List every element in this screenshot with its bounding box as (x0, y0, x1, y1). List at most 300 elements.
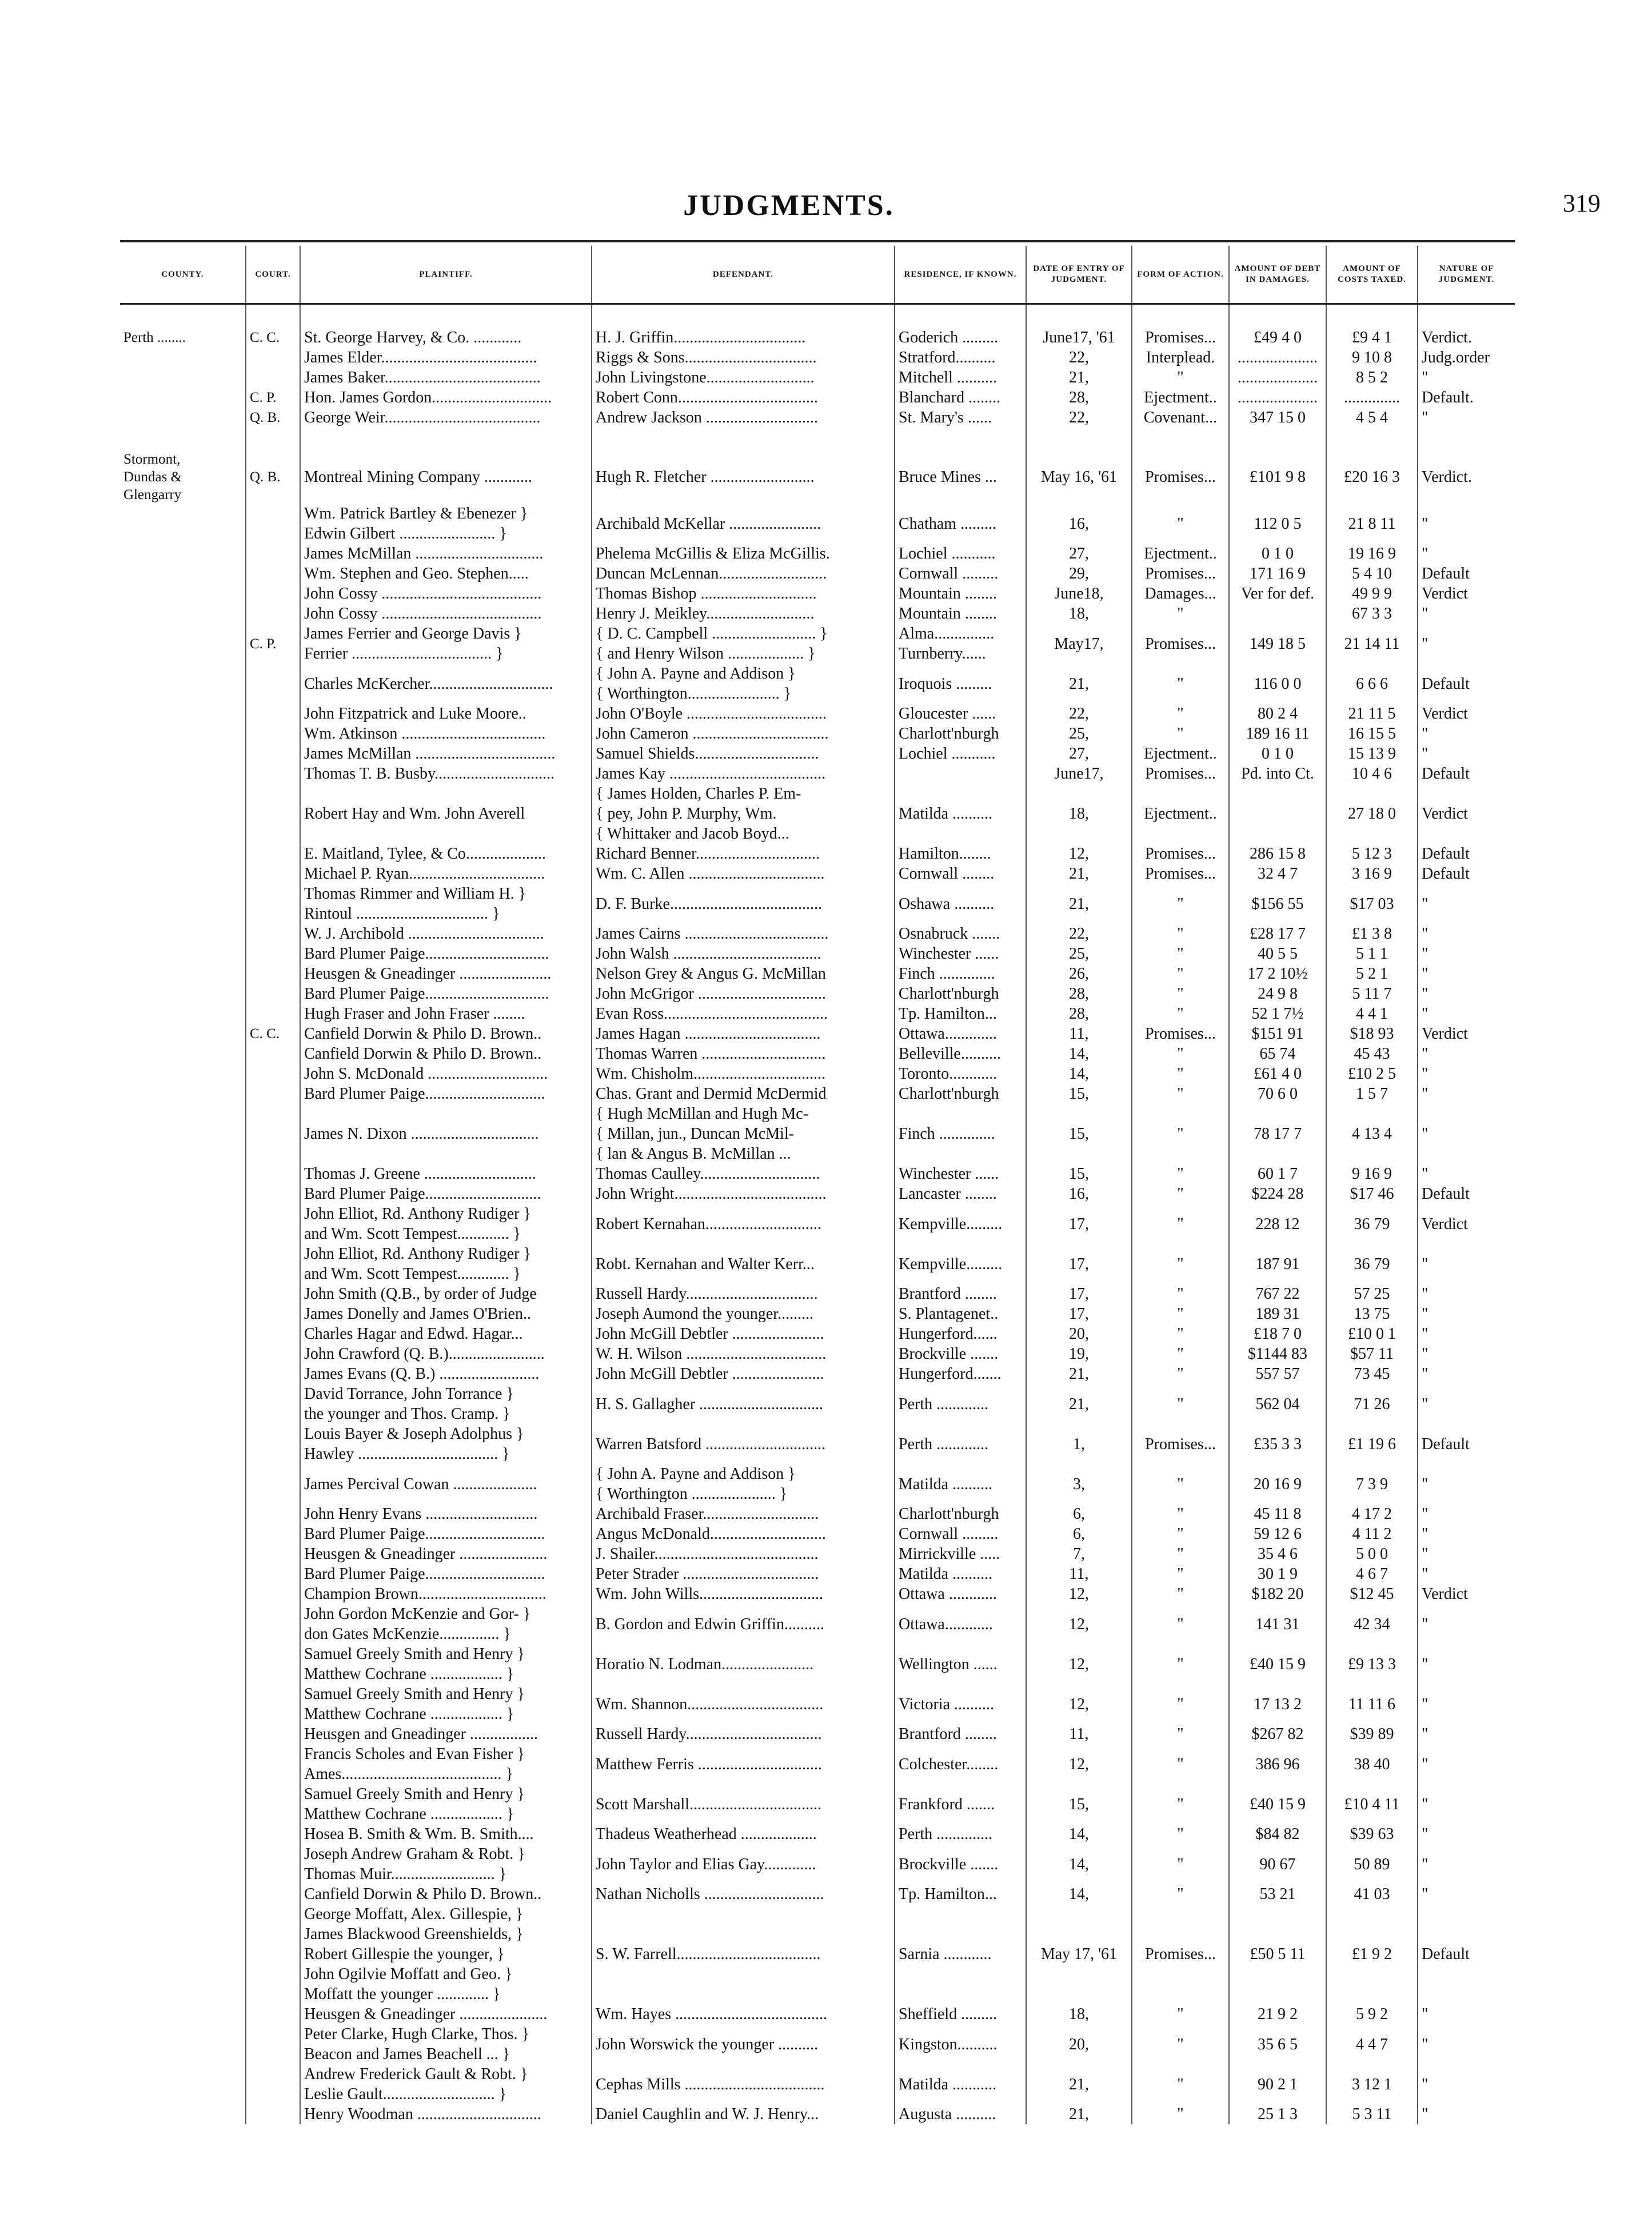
costs-cell: £10 4 11 (1326, 1784, 1418, 1824)
form-of-action-cell: Promises... (1132, 1024, 1229, 1044)
court-cell (246, 2004, 300, 2024)
residence-cell: Cornwall ........ (895, 864, 1026, 884)
court-cell (246, 1084, 300, 1104)
date-cell: 27, (1026, 744, 1132, 764)
nature-cell: " (1418, 544, 1515, 564)
residence-cell: Brantford ........ (895, 1284, 1026, 1304)
costs-cell: $39 89 (1326, 1724, 1418, 1744)
residence-cell: Tp. Hamilton... (895, 1004, 1026, 1024)
plaintiff-cell: Francis Scholes and Evan Fisher } Ames........................................ } (300, 1744, 592, 1784)
costs-cell: .............. (1326, 388, 1418, 408)
residence-cell: Chatham ......... (895, 504, 1026, 544)
county-cell (120, 2104, 246, 2124)
defendant-cell: Samuel Shields............................... (592, 744, 895, 764)
county-cell (120, 1904, 246, 2004)
residence-cell: Charlott'nburgh (895, 984, 1026, 1004)
form-of-action-cell: Promises... (1132, 564, 1229, 584)
damages-cell: £50 5 11 (1229, 1904, 1326, 2004)
defendant-cell: John Worswick the younger .......... (592, 2024, 895, 2064)
plaintiff-cell: Wm. Atkinson .................................... (300, 724, 592, 744)
plaintiff-cell: Heusgen & Gneadinger ....................... (300, 964, 592, 984)
form-of-action-cell: Promises... (1132, 428, 1229, 504)
date-cell: 21, (1026, 1384, 1132, 1424)
court-cell (246, 1524, 300, 1544)
table-row (120, 1544, 1515, 1564)
residence-cell: Hungerford....... (895, 1364, 1026, 1384)
date-cell: 11, (1026, 1724, 1132, 1744)
court-cell (246, 944, 300, 964)
county-cell (120, 1464, 246, 1504)
date-cell: 21, (1026, 368, 1132, 388)
costs-cell: $17 03 (1326, 884, 1418, 924)
date-cell: 26, (1026, 964, 1132, 984)
form-of-action-cell: " (1132, 1244, 1229, 1284)
county-cell (120, 2004, 246, 2024)
nature-cell: " (1418, 408, 1515, 428)
defendant-cell: Russell Hardy.................................. (592, 1724, 895, 1744)
column-header-damages: AMOUNT OF DEBT IN DAMAGES. (1229, 246, 1326, 304)
date-cell: 15, (1026, 1164, 1132, 1184)
county-cell (120, 984, 246, 1004)
court-cell (246, 1544, 300, 1564)
damages-cell: 141 31 (1229, 1604, 1326, 1644)
damages-cell: $84 82 (1229, 1824, 1326, 1844)
date-cell: 14, (1026, 1884, 1132, 1904)
defendant-cell: Wm. John Wills............................... (592, 1584, 895, 1604)
residence-cell: Charlott'nburgh (895, 724, 1026, 744)
county-cell (120, 584, 246, 604)
costs-cell: 71 26 (1326, 1384, 1418, 1424)
form-of-action-cell: " (1132, 884, 1229, 924)
plaintiff-cell: Montreal Mining Company ............ (300, 428, 592, 504)
defendant-cell: Phelema McGillis & Eliza McGillis. (592, 544, 895, 564)
residence-cell: Blanchard ........ (895, 388, 1026, 408)
table-row (120, 1064, 1515, 1084)
court-cell (246, 1824, 300, 1844)
date-cell: 12, (1026, 1744, 1132, 1784)
nature-cell: " (1418, 1324, 1515, 1344)
nature-cell: " (1418, 1044, 1515, 1064)
date-cell: 20, (1026, 1324, 1132, 1344)
court-cell (246, 1344, 300, 1364)
defendant-cell: J. Shailer......................................... (592, 1544, 895, 1564)
costs-cell: 10 4 6 (1326, 764, 1418, 784)
nature-cell: " (1418, 1824, 1515, 1844)
nature-cell: Verdict. (1418, 304, 1515, 348)
court-cell (246, 368, 300, 388)
date-cell: 6, (1026, 1504, 1132, 1524)
county-cell (120, 1884, 246, 1904)
damages-cell: 767 22 (1229, 1284, 1326, 1304)
court-cell (246, 984, 300, 1004)
court-cell (246, 864, 300, 884)
county-cell (120, 924, 246, 944)
date-cell: 11, (1026, 1024, 1132, 1044)
damages-cell: 0 1 0 (1229, 744, 1326, 764)
plaintiff-cell: Bard Plumer Paige............................. (300, 1184, 592, 1204)
table-row (120, 984, 1515, 1004)
nature-cell: " (1418, 1504, 1515, 1524)
damages-cell: 17 2 10½ (1229, 964, 1326, 984)
county-cell (120, 704, 246, 724)
plaintiff-cell: Thomas Rimmer and William H. } Rintoul ................................. } (300, 884, 592, 924)
court-cell (246, 1564, 300, 1584)
residence-cell: Kempville......... (895, 1204, 1026, 1244)
county-cell (120, 1384, 246, 1424)
nature-cell: Verdict (1418, 1584, 1515, 1604)
table-row (120, 564, 1515, 584)
court-cell (246, 1324, 300, 1344)
form-of-action-cell: Covenant... (1132, 408, 1229, 428)
nature-cell: Default (1418, 764, 1515, 784)
form-of-action-cell: Ejectment.. (1132, 784, 1229, 844)
court-cell (246, 1204, 300, 1244)
nature-cell: " (1418, 984, 1515, 1004)
court-cell (246, 1584, 300, 1604)
plaintiff-cell: Charles Hagar and Edwd. Hagar... (300, 1324, 592, 1344)
damages-cell: 59 12 6 (1229, 1524, 1326, 1544)
court-cell (246, 1044, 300, 1064)
table-row (120, 724, 1515, 744)
form-of-action-cell: " (1132, 1544, 1229, 1564)
column-header-date: DATE OF ENTRY OF JUDGMENT. (1026, 246, 1132, 304)
costs-cell: 45 43 (1326, 1044, 1418, 1064)
damages-cell: 17 13 2 (1229, 1684, 1326, 1724)
defendant-cell: { D. C. Campbell .......................... } { and Henry Wilson ................... } (592, 624, 895, 664)
form-of-action-cell: " (1132, 1824, 1229, 1844)
table-row (120, 1584, 1515, 1604)
nature-cell: Default (1418, 844, 1515, 864)
damages-cell: 20 16 9 (1229, 1464, 1326, 1504)
plaintiff-cell: George Moffatt, Alex. Gillespie, } James Blackwood Greenshields, } Robert Gillespie the younger, } John Ogilvie Moffatt and Geo. } Moffatt the younger ............. } (300, 1904, 592, 2004)
defendant-cell: Daniel Caughlin and W. J. Henry... (592, 2104, 895, 2124)
county-cell: Stormont, Dundas & Glengarry (123, 452, 182, 502)
date-cell: 12, (1026, 844, 1132, 864)
defendant-cell: Wm. C. Allen .................................. (592, 864, 895, 884)
damages-cell: 149 18 5 (1229, 624, 1326, 664)
damages-cell (1229, 604, 1326, 624)
damages-cell: 171 16 9 (1229, 564, 1326, 584)
form-of-action-cell: Promises... (1132, 844, 1229, 864)
form-of-action-cell: Ejectment.. (1132, 388, 1229, 408)
damages-cell: $1144 83 (1229, 1344, 1326, 1364)
defendant-cell: Warren Batsford .............................. (592, 1424, 895, 1464)
form-of-action-cell: " (1132, 2064, 1229, 2104)
plaintiff-cell: Bard Plumer Paige............................... (300, 944, 592, 964)
defendant-cell: D. F. Burke...................................... (592, 884, 895, 924)
date-cell: 3, (1026, 1464, 1132, 1504)
residence-cell: Gloucester ...... (895, 704, 1026, 724)
table-row (120, 428, 1515, 504)
form-of-action-cell: " (1132, 964, 1229, 984)
plaintiff-cell: John Fitzpatrick and Luke Moore.. (300, 704, 592, 724)
costs-cell: 21 11 5 (1326, 704, 1418, 724)
form-of-action-cell: " (1132, 1884, 1229, 1904)
form-of-action-cell: " (1132, 1044, 1229, 1064)
plaintiff-cell: Heusgen & Gneadinger ...................... (300, 2004, 592, 2024)
residence-cell: Matilda .......... (895, 1564, 1026, 1584)
date-cell: May 17, '61 (1026, 1904, 1132, 2004)
damages-cell: 25 1 3 (1229, 2104, 1326, 2124)
form-of-action-cell: " (1132, 1004, 1229, 1024)
county-cell: Perth ........ (123, 330, 186, 345)
nature-cell: " (1418, 604, 1515, 624)
costs-cell: 73 45 (1326, 1364, 1418, 1384)
costs-cell: $12 45 (1326, 1584, 1418, 1604)
costs-cell: $39 63 (1326, 1824, 1418, 1844)
residence-cell: Cornwall ......... (895, 1524, 1026, 1544)
costs-cell: 5 0 0 (1326, 1544, 1418, 1564)
header-rule (120, 240, 1515, 242)
nature-cell: Default. (1418, 388, 1515, 408)
table-row (120, 884, 1515, 924)
nature-cell: " (1418, 1604, 1515, 1644)
date-cell: 14, (1026, 1824, 1132, 1844)
court-cell (246, 1424, 300, 1464)
costs-cell: 11 11 6 (1326, 1684, 1418, 1724)
form-of-action-cell: " (1132, 2024, 1229, 2064)
date-cell: 11, (1026, 1564, 1132, 1584)
damages-cell: 65 74 (1229, 1044, 1326, 1064)
damages-cell: 78 17 7 (1229, 1104, 1326, 1164)
court-cell (246, 724, 300, 744)
costs-cell: 9 16 9 (1326, 1164, 1418, 1184)
defendant-cell: Chas. Grant and Dermid McDermid (592, 1084, 895, 1104)
form-of-action-cell: Promises... (1132, 304, 1229, 348)
form-of-action-cell: Promises... (1132, 624, 1229, 664)
defendant-cell: Duncan McLennan........................... (592, 564, 895, 584)
costs-cell: 4 11 2 (1326, 1524, 1418, 1544)
costs-cell: £1 9 2 (1326, 1904, 1418, 2004)
plaintiff-cell: Wm. Patrick Bartley & Ebenezer } Edwin Gilbert ........................ } (300, 504, 592, 544)
residence-cell: Lochiel ........... (895, 544, 1026, 564)
plaintiff-cell: Champion Brown................................ (300, 1584, 592, 1604)
nature-cell: Verdict. (1418, 428, 1515, 504)
costs-cell: 21 14 11 (1326, 624, 1418, 664)
court-cell (246, 1504, 300, 1524)
nature-cell: " (1418, 1844, 1515, 1884)
damages-cell: 40 5 5 (1229, 944, 1326, 964)
defendant-cell: Thomas Bishop ............................. (592, 584, 895, 604)
form-of-action-cell: Promises... (1132, 864, 1229, 884)
court-cell (246, 2064, 300, 2104)
residence-cell: Matilda .......... (895, 784, 1026, 844)
table-row (120, 844, 1515, 864)
residence-cell: Winchester ...... (895, 944, 1026, 964)
form-of-action-cell: " (1132, 1724, 1229, 1744)
plaintiff-cell: Bard Plumer Paige.............................. (300, 1084, 592, 1104)
plaintiff-cell: James Baker....................................... (300, 368, 592, 388)
form-of-action-cell: " (1132, 1384, 1229, 1424)
table-row (120, 784, 1515, 844)
form-of-action-cell: " (1132, 1604, 1229, 1644)
court-cell (246, 1304, 300, 1324)
form-of-action-cell: " (1132, 724, 1229, 744)
court-cell (246, 884, 300, 924)
date-cell: 21, (1026, 864, 1132, 884)
defendant-cell: Archibald Fraser............................. (592, 1504, 895, 1524)
residence-cell: Kempville......... (895, 1244, 1026, 1284)
date-cell: 21, (1026, 2104, 1132, 2124)
damages-cell: 347 15 0 (1229, 408, 1326, 428)
damages-cell: £18 7 0 (1229, 1324, 1326, 1344)
damages-cell: £40 15 9 (1229, 1784, 1326, 1824)
date-cell: 17, (1026, 1284, 1132, 1304)
court-cell: C. C. (246, 1024, 300, 1044)
costs-cell: 5 1 1 (1326, 944, 1418, 964)
residence-cell: Toronto............ (895, 1064, 1026, 1084)
column-header-county: COUNTY. (120, 246, 246, 304)
form-of-action-cell: " (1132, 1204, 1229, 1244)
nature-cell: " (1418, 1364, 1515, 1384)
court-cell (246, 348, 300, 368)
nature-cell: " (1418, 1244, 1515, 1284)
nature-cell: " (1418, 1304, 1515, 1324)
court-cell (246, 604, 300, 624)
costs-cell: 15 13 9 (1326, 744, 1418, 764)
date-cell: 28, (1026, 388, 1132, 408)
county-cell (120, 1244, 246, 1284)
costs-cell: 57 25 (1326, 1284, 1418, 1304)
plaintiff-cell: John Henry Evans ............................ (300, 1504, 592, 1524)
residence-cell: Mirrickville ..... (895, 1544, 1026, 1564)
defendant-cell: Archibald McKellar ....................... (592, 504, 895, 544)
date-cell: 17, (1026, 1204, 1132, 1244)
table-row (120, 1044, 1515, 1064)
costs-cell: 1 5 7 (1326, 1084, 1418, 1104)
plaintiff-cell: Henry Woodman ............................... (300, 2104, 592, 2124)
table-row (120, 704, 1515, 724)
costs-cell: £1 3 8 (1326, 924, 1418, 944)
table-row (120, 504, 1515, 544)
plaintiff-cell: Robert Hay and Wm. John Averell (300, 784, 592, 844)
costs-cell: 6 6 6 (1326, 664, 1418, 704)
form-of-action-cell: " (1132, 704, 1229, 724)
court-cell (246, 1884, 300, 1904)
damages-cell: £49 4 0 (1229, 304, 1326, 348)
costs-cell: $57 11 (1326, 1344, 1418, 1364)
county-cell (120, 1544, 246, 1564)
date-cell: 16, (1026, 1184, 1132, 1204)
nature-cell: " (1418, 744, 1515, 764)
plaintiff-cell: Samuel Greely Smith and Henry } Matthew Cochrane .................. } (300, 1784, 592, 1824)
date-cell: 21, (1026, 664, 1132, 704)
nature-cell: Verdict (1418, 784, 1515, 844)
costs-cell: £1 19 6 (1326, 1424, 1418, 1464)
county-cell (120, 1504, 246, 1524)
plaintiff-cell: Canfield Dorwin & Philo D. Brown.. (300, 1024, 592, 1044)
defendant-cell: Robert Kernahan............................. (592, 1204, 895, 1244)
county-cell (120, 2064, 246, 2104)
nature-cell: " (1418, 1724, 1515, 1744)
table-row (120, 1084, 1515, 1104)
column-header-defendant: DEFENDANT. (592, 246, 895, 304)
nature-cell: " (1418, 1524, 1515, 1544)
date-cell: 16, (1026, 504, 1132, 544)
date-cell: 21, (1026, 884, 1132, 924)
defendant-cell: Robert Conn................................... (592, 388, 895, 408)
costs-cell: £10 0 1 (1326, 1324, 1418, 1344)
court-cell (246, 1744, 300, 1784)
form-of-action-cell: " (1132, 1284, 1229, 1304)
plaintiff-cell: James Percival Cowan ..................... (300, 1464, 592, 1504)
table-row (120, 1324, 1515, 1344)
table-row (120, 1504, 1515, 1524)
costs-cell: 4 13 4 (1326, 1104, 1418, 1164)
court-cell (246, 964, 300, 984)
county-cell (120, 1284, 246, 1304)
costs-cell: 4 4 7 (1326, 2024, 1418, 2064)
nature-cell: " (1418, 1344, 1515, 1364)
residence-cell: Winchester ...... (895, 1164, 1026, 1184)
residence-cell (895, 764, 1026, 784)
costs-cell: 5 3 11 (1326, 2104, 1418, 2124)
damages-cell: .................... (1229, 388, 1326, 408)
county-cell (120, 368, 246, 388)
plaintiff-cell: James Elder....................................... (300, 348, 592, 368)
form-of-action-cell: " (1132, 1364, 1229, 1384)
residence-cell: Mountain ........ (895, 584, 1026, 604)
table-row (120, 1784, 1515, 1824)
defendant-cell: Richard Benner............................... (592, 844, 895, 864)
court-cell (246, 1464, 300, 1504)
residence-cell: Perth ............. (895, 1384, 1026, 1424)
costs-cell: 7 3 9 (1326, 1464, 1418, 1504)
table-row (120, 1824, 1515, 1844)
defendant-cell: John Walsh ..................................... (592, 944, 895, 964)
court-cell (246, 1844, 300, 1884)
plaintiff-cell: James McMillan ................................... (300, 744, 592, 764)
damages-cell: 386 96 (1229, 1744, 1326, 1784)
county-cell (120, 1424, 246, 1464)
table-row (120, 864, 1515, 884)
date-cell: 7, (1026, 1544, 1132, 1564)
defendant-cell: Wm. Shannon.................................. (592, 1684, 895, 1724)
form-of-action-cell: " (1132, 604, 1229, 624)
residence-cell: St. Mary's ...... (895, 408, 1026, 428)
defendant-cell: Nathan Nicholls .............................. (592, 1884, 895, 1904)
damages-cell: $151 91 (1229, 1024, 1326, 1044)
form-of-action-cell: " (1132, 2104, 1229, 2124)
table-row (120, 1684, 1515, 1724)
court-cell (246, 1784, 300, 1824)
residence-cell: Charlott'nburgh (895, 1084, 1026, 1104)
residence-cell: Kingston.......... (895, 2024, 1026, 2064)
date-cell: 17, (1026, 1304, 1132, 1324)
form-of-action-cell: Ejectment.. (1132, 544, 1229, 564)
defendant-cell: { John A. Payne and Addison } { Worthington....................... } (592, 664, 895, 704)
county-cell (120, 624, 246, 664)
table-row (120, 1724, 1515, 1744)
form-of-action-cell: Damages... (1132, 584, 1229, 604)
costs-cell: $17 46 (1326, 1184, 1418, 1204)
nature-cell: Default (1418, 1184, 1515, 1204)
column-header-residence: RESIDENCE, IF KNOWN. (895, 246, 1026, 304)
damages-cell: 21 9 2 (1229, 2004, 1326, 2024)
date-cell: 19, (1026, 1344, 1132, 1364)
table-row (120, 1744, 1515, 1784)
plaintiff-cell: John Crawford (Q. B.)........................ (300, 1344, 592, 1364)
plaintiff-cell: Peter Clarke, Hugh Clarke, Thos. } Beacon and James Beachell ... } (300, 2024, 592, 2064)
table-row (120, 964, 1515, 984)
residence-cell: Hamilton........ (895, 844, 1026, 864)
nature-cell: " (1418, 624, 1515, 664)
damages-cell: 52 1 7½ (1229, 1004, 1326, 1024)
county-cell (120, 1164, 246, 1184)
residence-cell: Stratford.......... (895, 348, 1026, 368)
date-cell: 15, (1026, 1084, 1132, 1104)
column-header-form: FORM OF ACTION. (1132, 246, 1229, 304)
